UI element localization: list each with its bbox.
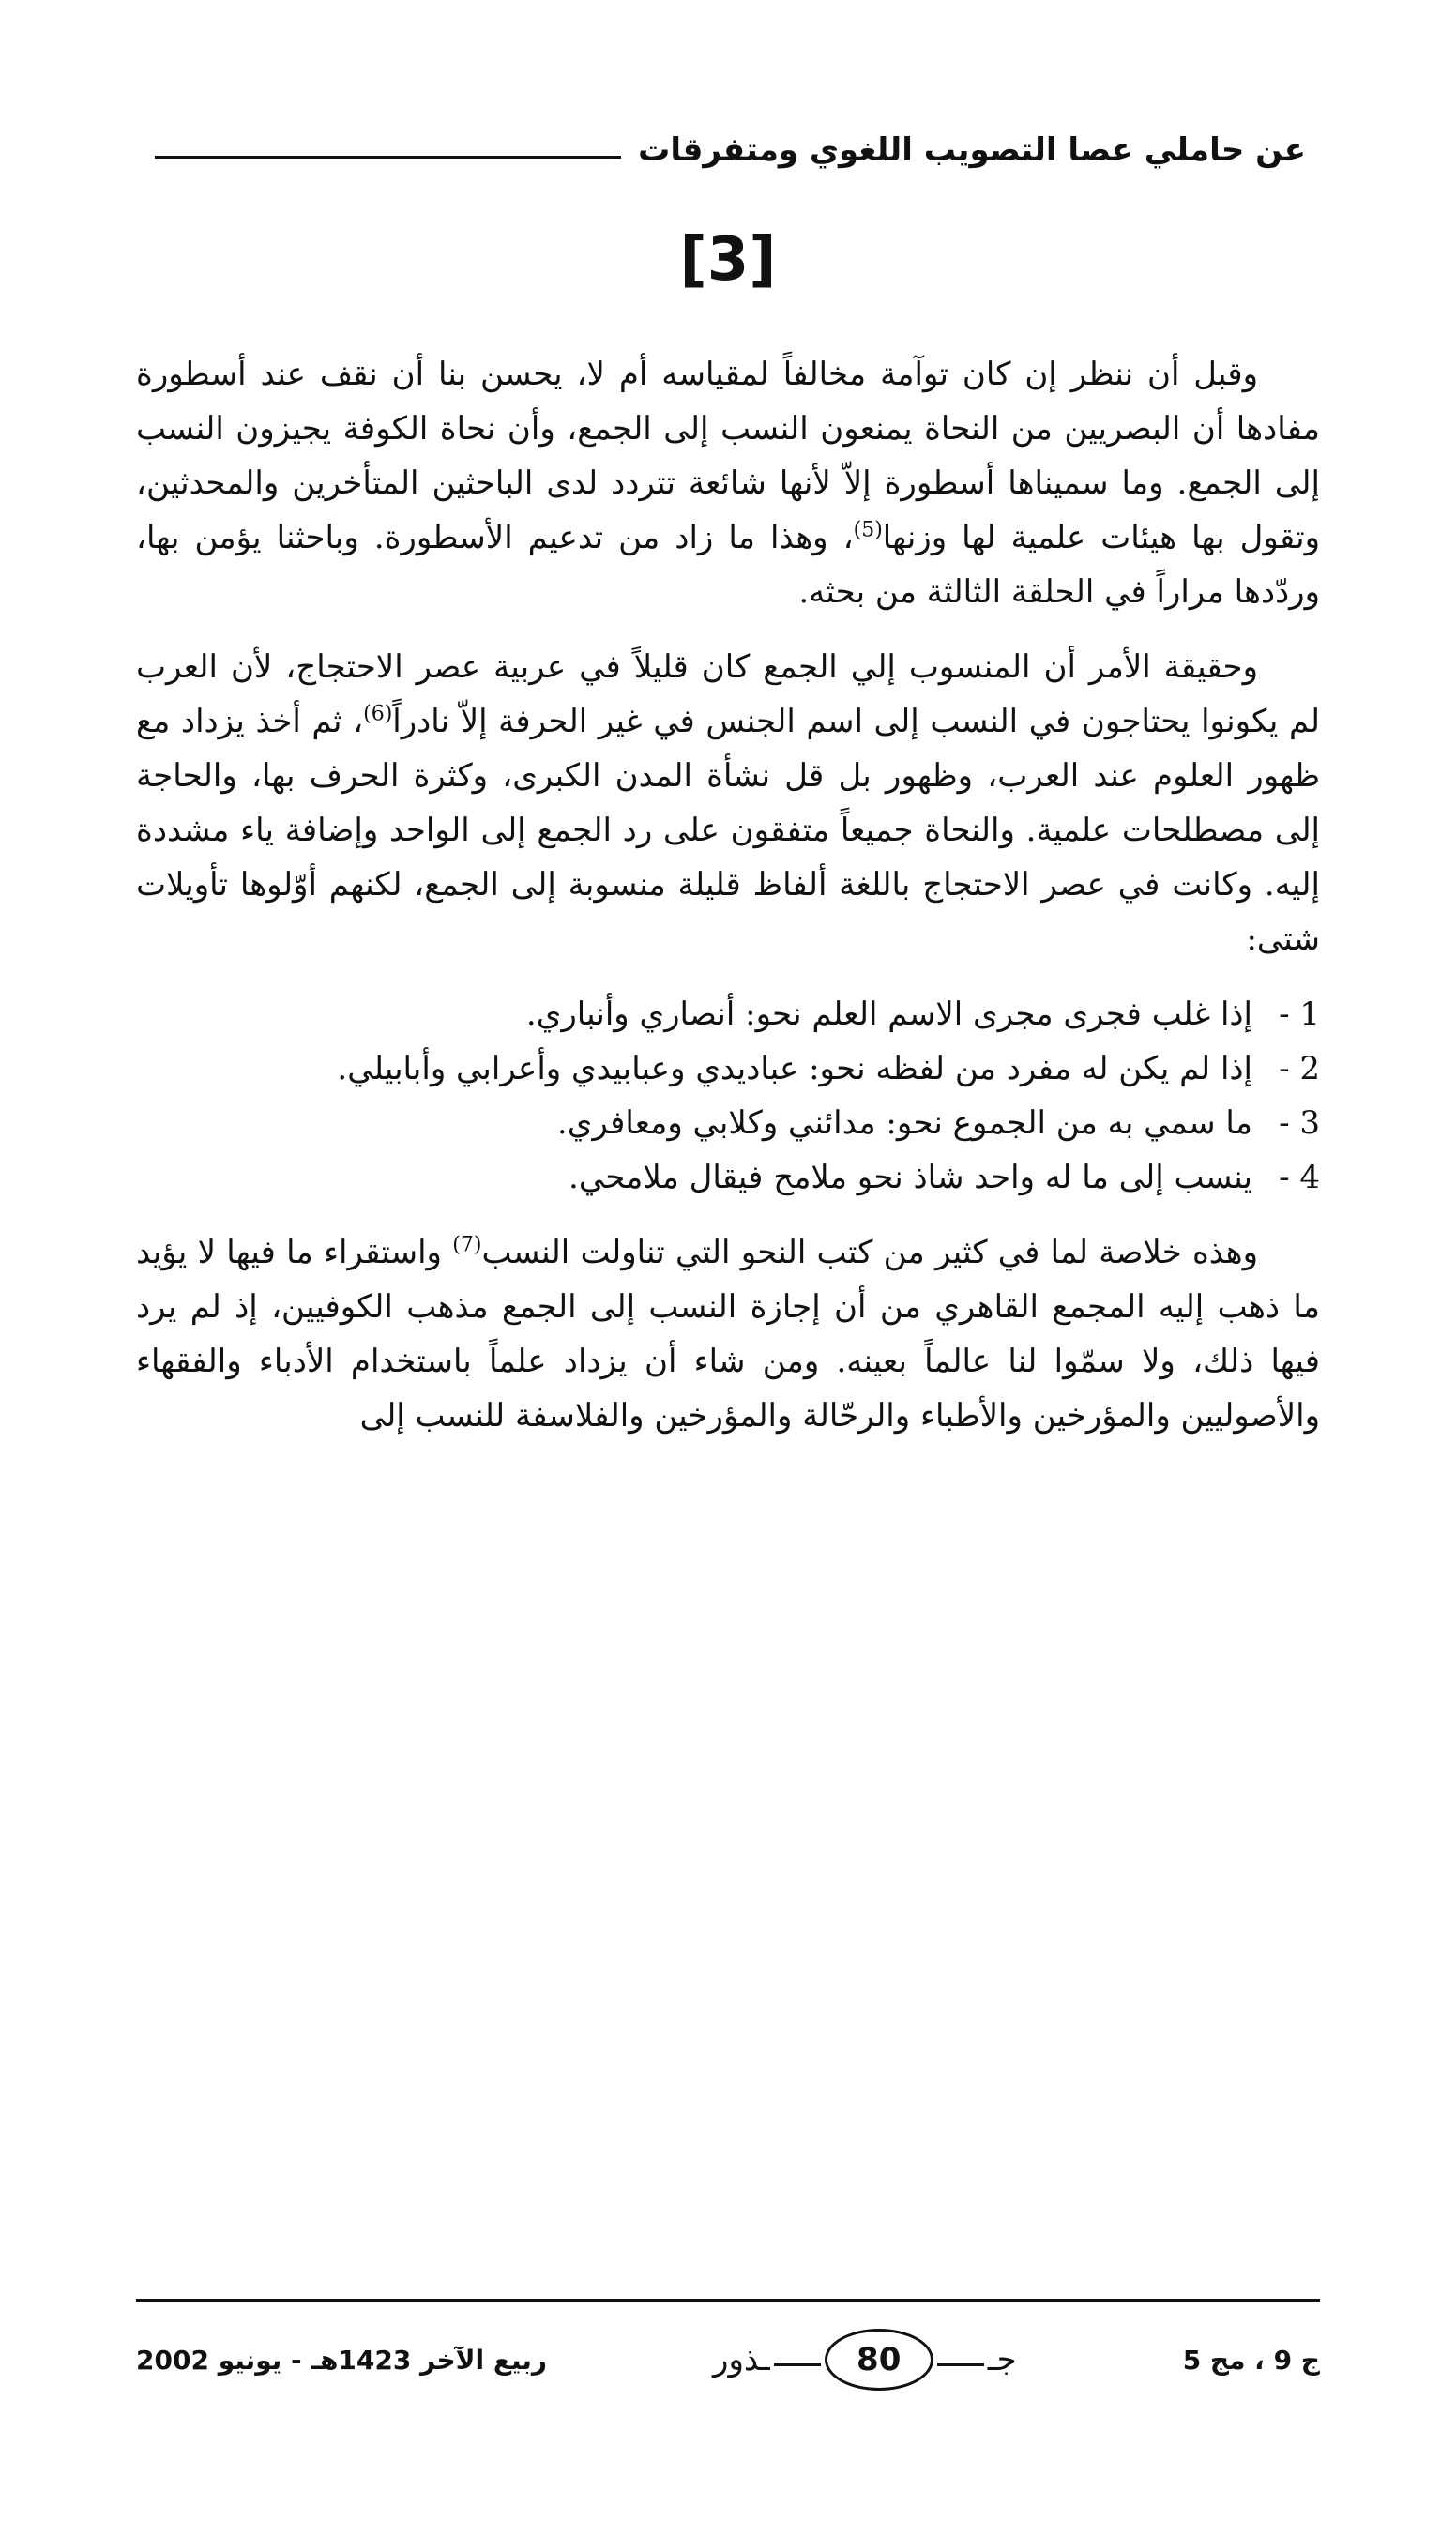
paragraph-2-tail: ، ثم أخذ يزداد مع ظهور العلوم عند العرب، وظهور بل قل نشأة المدن الكبرى، وكثرة الحرف بها، والحاجة إلى مصطلحات علمية. والنحاة جميعاً متفقون على رد الجمع إلى الواحد وإضافة ياء مشددة إليه. وكانت في عصر الاحتجاج باللغة ألفاظ قليلة منسوبة إلى الجمع، لكنهم أوّلوها تأويلات شتى: <box>136 703 1320 958</box>
list-item-text: ما سمي به من الجموع نحو: مدائني وكلابي ومعافري. <box>556 1104 1252 1142</box>
list-item-number: 3 - <box>1279 1104 1320 1142</box>
journal-mark <box>713 2329 1017 2391</box>
interpretation-list <box>136 987 1320 1205</box>
list-item-text: إذا لم يكن له مفرد من لفظه نحو: عباديدي وعبابيدي وأعرابي وأبابيلي. <box>337 1050 1252 1087</box>
footnote-ref-5: (5) <box>853 518 883 542</box>
paragraph-2-text: وحقيقة الأمر أن المنسوب إلي الجمع كان قليلاً في عربية عصر الاحتجاج، لأن العرب لم يكونوا يحتاجون في النسب إلى اسم الجنس في غير الحرفة إلاّ نادراً <box>136 648 1320 740</box>
header-rule <box>155 156 621 159</box>
issue-label: ج 9 ، مج 5 <box>1182 2344 1320 2376</box>
list-item <box>136 1096 1320 1150</box>
list-item <box>136 987 1320 1041</box>
article-body <box>136 347 1320 1464</box>
journal-stroke <box>774 2363 821 2366</box>
list-item-number: 2 - <box>1279 1050 1320 1087</box>
list-item-text: ينسب إلى ما له واحد شاذ نحو ملامح فيقال ملامحي. <box>569 1159 1252 1196</box>
footer-rule <box>136 2299 1320 2302</box>
paragraph-1 <box>136 347 1320 619</box>
paragraph-2 <box>136 640 1320 966</box>
paragraph-3-tail: واستقراء ما فيها لا يؤيد ما ذهب إليه المجمع القاهري من أن إجازة النسب إلى الجمع مذهب الكوفيين، إذ لم يرد فيها ذلك، ولا سمّوا لنا عالماً بعينه. ومن شاء أن يزداد علماً باستخدام الأدباء والفقهاء والأصوليين والمؤرخين والأطباء والرحّالة والمؤرخين والفلاسفة للنسب إلى <box>136 1234 1320 1435</box>
page-number: 80 <box>825 2329 933 2391</box>
section-number: [3] <box>679 225 777 295</box>
list-item-text: إذا غلب فجرى مجرى الاسم العلم نحو: أنصاري وأنباري. <box>525 995 1252 1033</box>
list-item-number: 1 - <box>1279 995 1320 1033</box>
journal-stroke <box>937 2363 984 2366</box>
paragraph-1-text: وقبل أن ننظر إن كان توآمة مخالفاً لمقياسه أم لا، يحسن بنا أن نقف عند أسطورة مفادها أن البصريين من النحاة يمنعون النسب إلى الجمع، وأن نحاة الكوفة يجيزون النسب إلى الجمع. وما سميناها أسطورة إلاّ لأنها شائعة تتردد لدى الباحثين المتأخرين والمحدثين، وتقول بها هيئات علمية لها وزنها <box>136 356 1320 556</box>
list-item <box>136 1150 1320 1205</box>
issue-date: ربيع الآخر 1423هـ - يونيو 2002 <box>136 2344 548 2376</box>
paragraph-3 <box>136 1225 1320 1443</box>
footnote-ref-6: (6) <box>363 702 393 726</box>
running-header <box>155 122 1306 178</box>
page-footer <box>136 2317 1320 2402</box>
paragraph-1-tail: ، وهذا ما زاد من تدعيم الأسطورة. وباحثنا يؤمن بها، وردّدها مراراً في الحلقة الثالثة من بحثه. <box>136 519 1320 611</box>
running-title: عن حاملي عصا التصويب اللغوي ومتفرقات <box>638 131 1306 169</box>
footnote-ref-7: (7) <box>452 1233 482 1257</box>
list-item-number: 4 - <box>1279 1159 1320 1196</box>
journal-name-start: جـ <box>987 2341 1017 2378</box>
paragraph-3-text: وهذه خلاصة لما في كثير من كتب النحو التي تناولت النسب <box>481 1234 1259 1271</box>
journal-name-end: ـذور <box>713 2341 770 2378</box>
list-item <box>136 1041 1320 1096</box>
